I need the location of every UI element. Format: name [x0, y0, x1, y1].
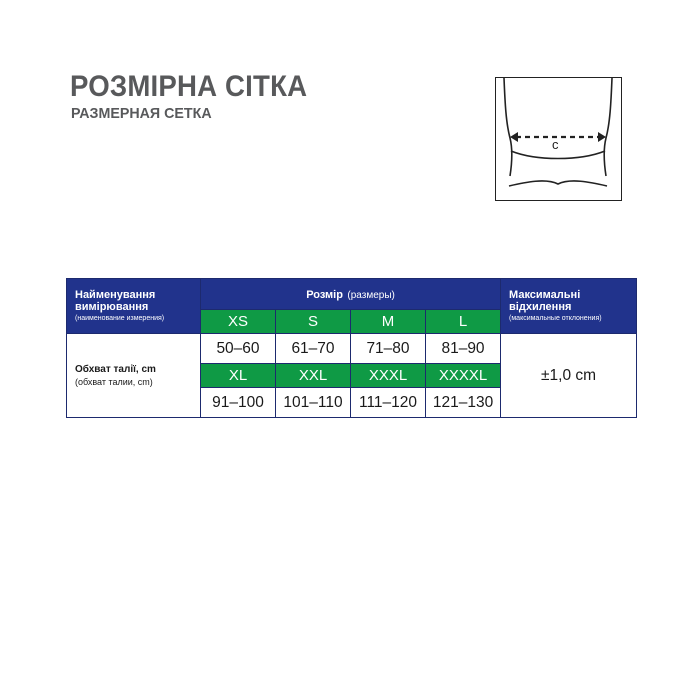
- size-label: S: [276, 309, 351, 333]
- measurement-label: c: [552, 137, 559, 152]
- size-label: L: [426, 309, 501, 333]
- page-title: РОЗМІРНА СІТКА: [70, 70, 308, 103]
- size-range-value: 101–110: [276, 388, 351, 418]
- size-range-value: 61–70: [276, 334, 351, 364]
- size-range-value: 91–100: [201, 388, 276, 418]
- size-range-value: 121–130: [426, 388, 501, 418]
- page-subtitle: РАЗМЕРНАЯ СЕТКА: [71, 105, 212, 122]
- tolerance-header: Максимальні відхилення (максимальные отклонения): [501, 279, 637, 334]
- tolerance-value: ±1,0 cm: [501, 334, 637, 418]
- size-label: XXXL: [351, 364, 426, 388]
- size-range-value: 111–120: [351, 388, 426, 418]
- size-header: Розмір (размеры): [201, 279, 501, 310]
- waist-row-label: Обхват талії, cm (обхват талии, cm): [67, 334, 201, 418]
- size-range-value: 71–80: [351, 334, 426, 364]
- size-chart-table: [66, 278, 637, 418]
- waist-measurement-icon: [495, 77, 622, 201]
- size-range-value: 50–60: [201, 334, 276, 364]
- measurement-name-header: Найменування вимірювання (наименование измерения): [67, 279, 201, 334]
- size-range-value: 81–90: [426, 334, 501, 364]
- size-label: XS: [201, 309, 276, 333]
- size-label: M: [351, 309, 426, 333]
- size-label: XL: [201, 364, 276, 388]
- size-label: XXXXL: [426, 364, 501, 388]
- size-label: XXL: [276, 364, 351, 388]
